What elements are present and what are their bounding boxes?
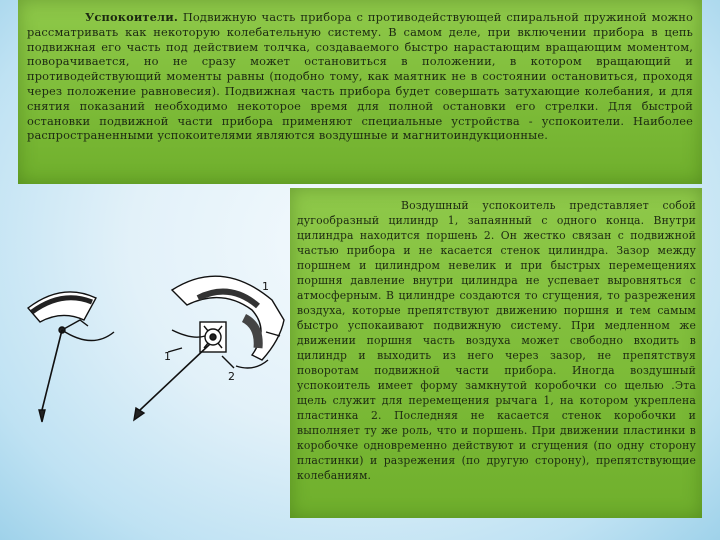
- right-paragraph: Воздушный успокоитель представляет собой дугообразный цилиндр 1, запаянный с одного конца. Внутри цилиндра находится поршень 2. Он жестко связан с подвижной частью прибора и не касается стенок цилиндра. Зазор между поршнем и цилиндром невелик и при быстрых перемещениях поршня давление внутри цилиндра не успевает выровняться с атмосферным. В цилиндре создаются то сгущения, то разрежения воздуха, которые препятствуют движению поршня и тем самым быстро успокаивают подвижную систему. При медленном же движении поршня часть воздуха может свободно входить в цилиндр и выходить из него через зазор, не препятствуя поворотам подвижной части прибора. Иногда воздушный успокоитель имеет форму замкнутой коробочки со щелью .Эта щель служит для перемещения рычага 1, на котором укреплена пластинка 2. Последняя не касается стенок коробочки и выполняет ту же роль, что и поршень. При движении пластинки в коробочке одновременно действуют и сгущения (по одну сторону пластинки) и разрежения (по другую сторону), препятствующие колебаниям.: [297, 199, 696, 482]
- figure-label-1: 1: [262, 280, 269, 293]
- figure-label-2: 2: [228, 370, 235, 383]
- top-body-text: Подвижную часть прибора с противодействующей спиральной пружиной можно рассматривать как некоторую колебательную систему. В самом деле, при включении прибора в цепь подвижная его часть под действием толчка, создаваемого быстро нарастающим вращающим моментом, поворачивается, но не сразу может остановиться в положении, в котором вращающий и противодействующий моменты равны (подобно тому, как маятник не в состоянии остановиться, проходя через положение равновесия). Подвижная часть прибора будет совершать затухающие колебания, и для снятия показаний необходимо некоторое время для полной остановки его стрелки. Для быстрой остановки подвижной части прибора применяют специальные устройства - успокоители. Наиболее распространенными успокоителями являются воздушные и магнитоиндукционные.: [27, 10, 693, 143]
- top-text-panel: [18, 0, 702, 184]
- figure-label-3: 1: [164, 350, 171, 363]
- box-damper-drawing: [28, 292, 114, 422]
- damper-illustration: [22, 260, 298, 440]
- right-text-panel: [290, 188, 702, 518]
- heading-dampers: Успокоители.: [85, 10, 178, 24]
- cylinder-damper-drawing: [134, 276, 284, 420]
- top-paragraph: [27, 10, 693, 143]
